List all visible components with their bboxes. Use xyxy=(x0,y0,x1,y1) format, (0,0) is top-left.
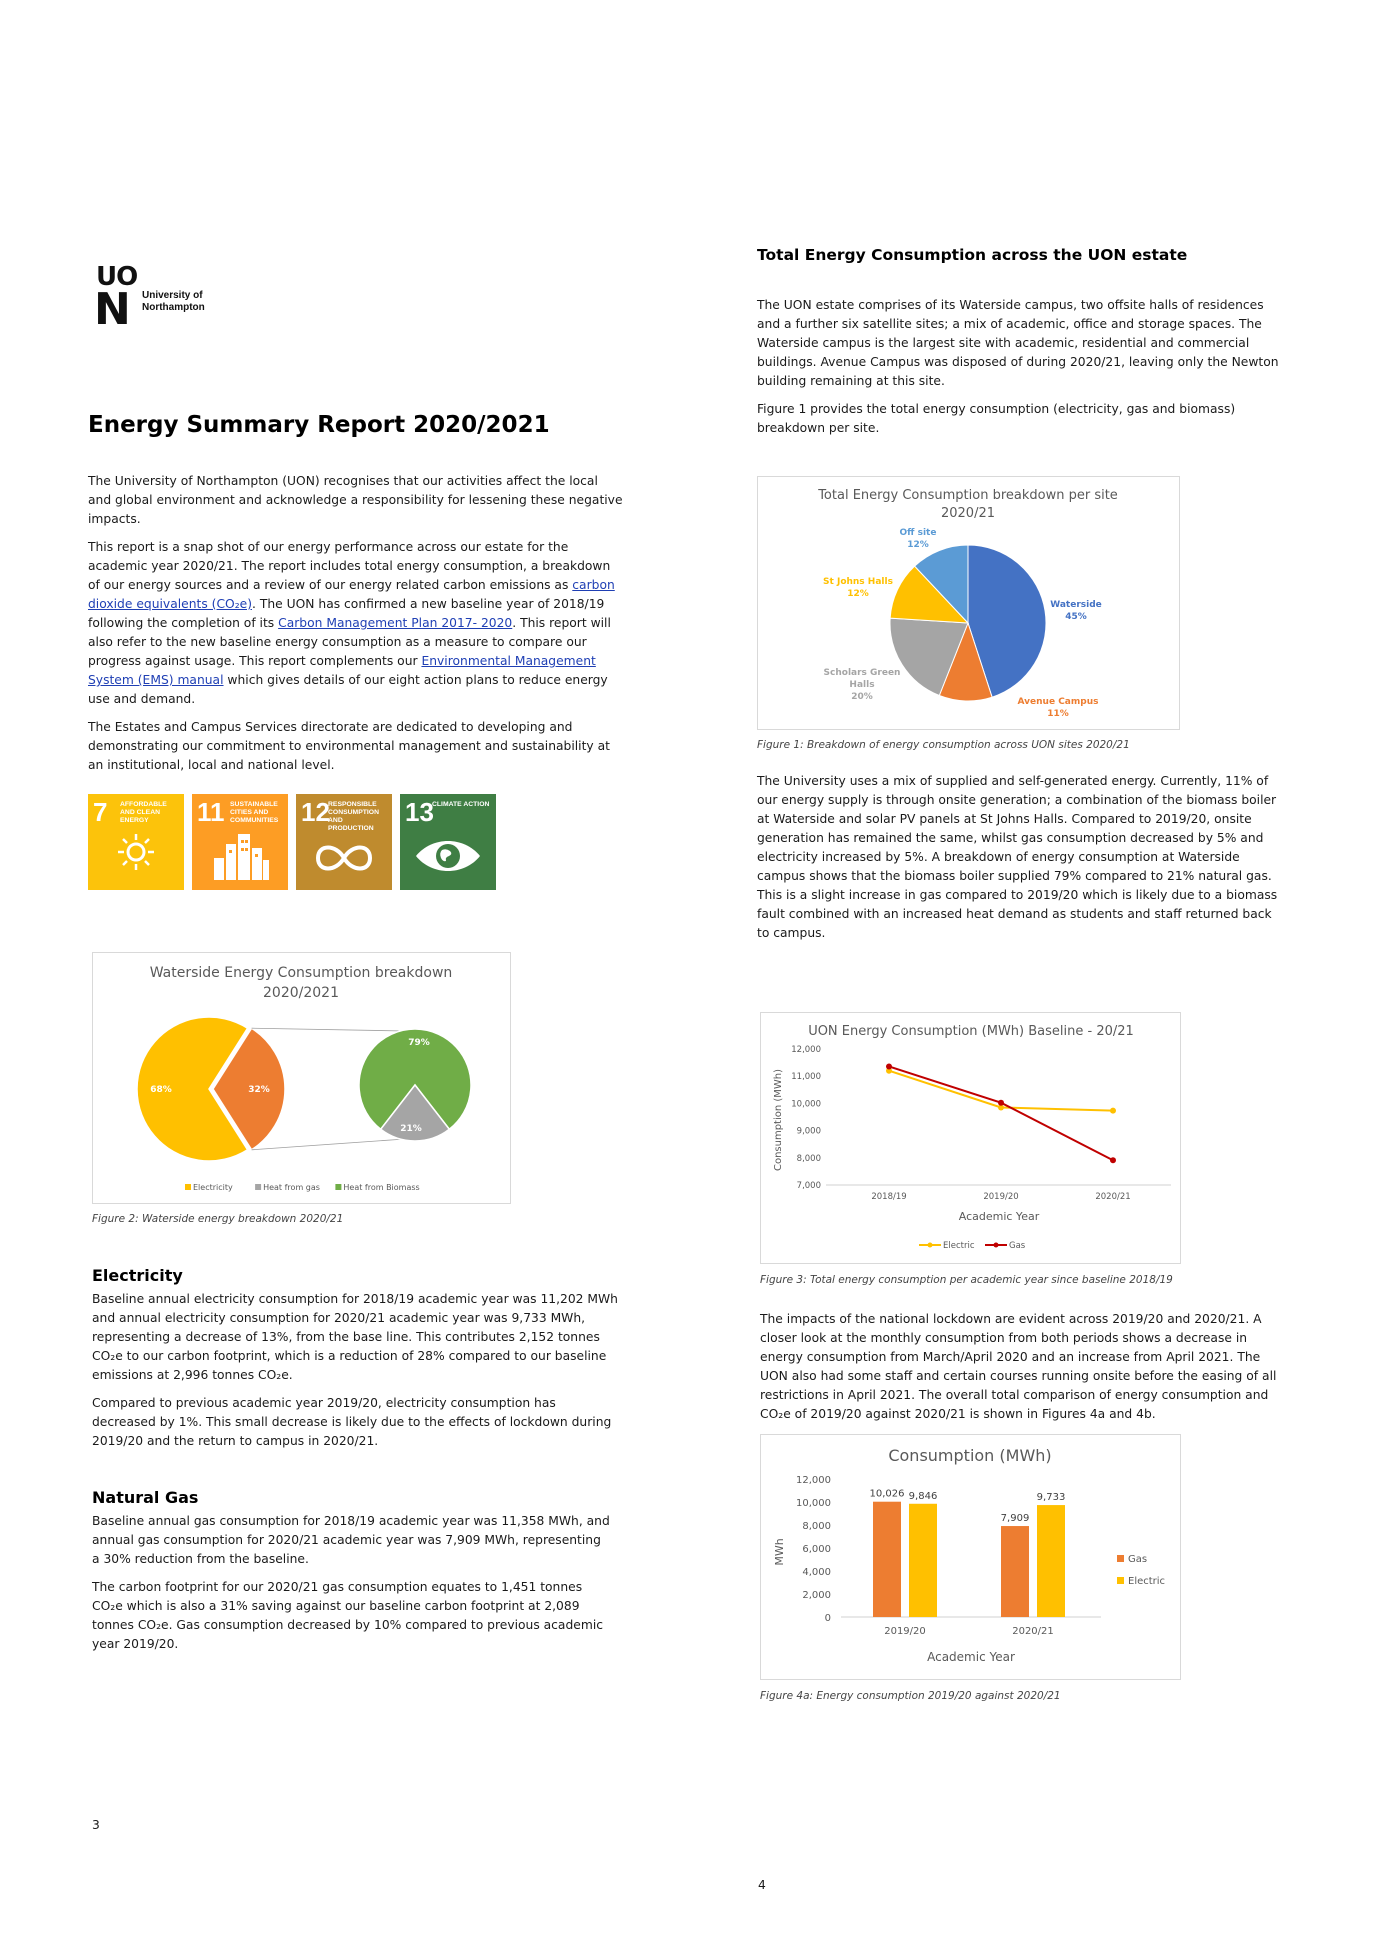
slice-label: Waterside xyxy=(1050,600,1102,610)
page-number-4: 4 xyxy=(758,1878,766,1892)
y-axis-label: Consumption (MWh) xyxy=(773,1068,784,1172)
y-axis-label: MWh xyxy=(773,1538,786,1566)
intro-text-b: . The UON has confirmed a new baseline year of 2018/19 following the completion of its xyxy=(88,597,605,630)
sdg-label: SUSTAINABLE CITIES AND COMMUNITIES xyxy=(230,801,279,824)
electricity-paragraph-1: Baseline annual electricity consumption for 2018/19 academic year was 11,202 MWh and annual electricity consumption for 2020/21 academic year was 9,733 MWh, representing a decrease of 13%, from the base line. This contributes 2,152 tonnes CO₂e to our carbon footprint, which is a reduction of 28% compared to our baseline emissions at 2,996 tonnes CO₂e. xyxy=(92,1292,618,1382)
university-logo xyxy=(94,262,236,335)
slice-value-label: 79% xyxy=(408,1038,430,1048)
y-tick-label: 4,000 xyxy=(802,1567,831,1578)
slice-value-label: 20% xyxy=(851,692,873,702)
report-title: Energy Summary Report 2020/2021 xyxy=(88,412,550,438)
y-tick-label: 8,000 xyxy=(796,1153,821,1164)
sdg-number: 13 xyxy=(405,797,434,827)
sdg-tile-12 xyxy=(296,794,392,890)
chart-title-line2: 2020/2021 xyxy=(263,985,339,1001)
estate-paragraph-2: Figure 1 provides the total energy consumption (electricity, gas and biomass) breakdown per site. xyxy=(757,402,1236,435)
consumption-line-chart xyxy=(760,1012,1181,1264)
carbon-management-plan-link[interactable]: Carbon Management Plan 2017- 2020 xyxy=(278,616,513,630)
chart-title: UON Energy Consumption (MWh) Baseline - 20/21 xyxy=(808,1024,1134,1039)
figure-4a-caption: Figure 4a: Energy consumption 2019/20 against 2020/21 xyxy=(760,1690,1061,1702)
y-tick-label: 6,000 xyxy=(802,1544,831,1555)
chart-legend xyxy=(1117,1554,1165,1587)
slice-label: Halls xyxy=(849,680,875,690)
electricity-paragraph-2: Compared to previous academic year 2019/20, electricity consumption has decreased by 1%. This small decrease is likely due to the effects of lockdown during 2019/20 and the return to campus in 2020/21. xyxy=(92,1396,612,1448)
consumption-bar-chart xyxy=(760,1434,1181,1680)
data-point xyxy=(1110,1157,1116,1163)
y-tick-label: 10,000 xyxy=(796,1498,831,1509)
intro-text-c: . This report will also refer to the new baseline energy consumption as a measure to compare our progress against usage. This report complements our xyxy=(88,616,611,668)
series-line xyxy=(889,1066,1113,1160)
estate-heading: Total Energy Consumption across the UON estate xyxy=(757,246,1188,264)
legend-swatch xyxy=(1117,1555,1124,1562)
sdg-number: 7 xyxy=(93,797,108,827)
chart-title-line1: Total Energy Consumption breakdown per site xyxy=(818,488,1118,503)
chart-legend xyxy=(185,1183,420,1192)
ems-manual-link[interactable]: Environmental Management System (EMS) manual xyxy=(88,654,596,687)
slice-label: Off site xyxy=(899,528,937,538)
waterside-breakdown-svg xyxy=(93,953,510,1203)
waterside-breakdown-chart xyxy=(92,952,511,1204)
logo-letter-bottom: N xyxy=(94,284,131,335)
sdg-number: 12 xyxy=(301,797,330,827)
slice-value-label: 32% xyxy=(248,1085,270,1095)
slice-value-label: 45% xyxy=(1065,612,1087,622)
x-tick-label: 2019/20 xyxy=(983,1192,1019,1202)
legend-swatch xyxy=(185,1184,191,1190)
x-axis-label: Academic Year xyxy=(927,1650,1015,1664)
x-tick-label: 2020/21 xyxy=(1012,1626,1054,1637)
slice-value-label: 12% xyxy=(907,540,929,550)
logo-name-line1: University of xyxy=(142,290,203,301)
intro-paragraph-2 xyxy=(88,538,623,709)
data-point xyxy=(886,1063,892,1069)
series-lines xyxy=(886,1063,1116,1163)
intro-section xyxy=(88,472,623,775)
electricity-heading: Electricity xyxy=(92,1266,183,1285)
legend-swatch xyxy=(255,1184,261,1190)
co2e-link[interactable]: carbon dioxide equivalents (CO₂e) xyxy=(88,578,615,611)
y-tick-label: 12,000 xyxy=(791,1045,821,1055)
y-tick-label: 2,000 xyxy=(802,1590,831,1601)
gas-paragraph-1: Baseline annual gas consumption for 2018/19 academic year was 11,358 MWh, and annual gas consumption for 2020/21 academic year was 7,909 MWh, representing a 30% reduction from the baseline. xyxy=(92,1514,610,1566)
bar xyxy=(873,1502,901,1617)
logo-name-line2: Northampton xyxy=(142,302,205,313)
y-tick-label: 0 xyxy=(824,1613,831,1624)
bar-value-label: 7,909 xyxy=(1000,1513,1030,1525)
slice-value-label: 12% xyxy=(847,589,869,599)
data-point xyxy=(1110,1108,1116,1114)
estate-section xyxy=(757,296,1287,438)
x-tick-label: 2019/20 xyxy=(884,1626,926,1637)
line-chart-svg xyxy=(761,1013,1180,1263)
eye-globe-icon xyxy=(414,836,482,876)
legend-swatch xyxy=(1117,1577,1124,1584)
page-number-3: 3 xyxy=(92,1818,100,1832)
legend-label: Electric xyxy=(1128,1576,1166,1587)
electricity-section xyxy=(92,1290,622,1451)
y-tick-label: 9,000 xyxy=(796,1126,821,1137)
infinity-icon xyxy=(314,842,374,874)
intro-paragraph-1: The University of Northampton (UON) recognises that our activities affect the local and global environment and acknowledge a responsibility for lessening these negative impacts. xyxy=(88,474,623,526)
sdg-tile-13 xyxy=(400,794,496,890)
bar-chart-svg xyxy=(761,1435,1180,1679)
bar xyxy=(909,1504,937,1617)
logo-letters-top: UO xyxy=(96,262,138,292)
site-breakdown-chart xyxy=(757,476,1180,730)
sdg-tile-11 xyxy=(192,794,288,890)
x-tick-label: 2020/21 xyxy=(1095,1192,1131,1202)
connector-line xyxy=(252,1139,405,1150)
lockdown-paragraph: The impacts of the national lockdown are evident across 2019/20 and 2020/21. A closer look at the monthly consumption from both periods shows a decrease in energy consumption from March/April 2020 and an increase from April 2021. The UON also had some staff and certain courses running onsite before the easing of all restrictions in April 2021. The overall total comparison of energy consumption and CO₂e of 2019/20 against 2020/21 is shown in Figures 4a and 4b. xyxy=(760,1312,1277,1421)
connector-line xyxy=(252,1028,405,1031)
y-axis xyxy=(791,1045,1171,1202)
main-pie xyxy=(137,1017,285,1161)
bar-value-label: 9,846 xyxy=(908,1490,938,1502)
legend-marker xyxy=(994,1243,999,1248)
bar-value-label: 10,026 xyxy=(869,1488,905,1500)
figure-1-caption: Figure 1: Breakdown of energy consumption across UON sites 2020/21 xyxy=(757,739,1130,751)
y-tick-label: 7,000 xyxy=(796,1181,821,1191)
gas-section xyxy=(92,1512,612,1654)
slice-label: St Johns Halls xyxy=(823,577,893,587)
legend-label: Heat from gas xyxy=(263,1183,320,1192)
legend-label: Electric xyxy=(943,1241,975,1251)
estate-paragraph-1: The UON estate comprises of its Waterside campus, two offsite halls of residences and a further six satellite sites; a mix of academic, office and storage spaces. The Waterside campus is the largest site with academic, residential and commercial buildings. Avenue Campus was disposed of during 2020/21, leaving only the Newton building remaining at this site. xyxy=(757,298,1279,388)
site-pie xyxy=(890,545,1046,701)
slice-value-label: 11% xyxy=(1047,709,1069,719)
chart-title-line1: Waterside Energy Consumption breakdown xyxy=(149,965,453,981)
bars xyxy=(870,1489,1066,1617)
sdg-number: 11 xyxy=(197,797,225,827)
intro-text-a: This report is a snap shot of our energy performance across our estate for the academic year 2020/21. The report includes total energy consumption, a breakdown of our energy sources and a review of our energy related carbon emissions as xyxy=(88,540,611,592)
sun-icon xyxy=(116,832,156,872)
figure-3-caption: Figure 3: Total energy consumption per academic year since baseline 2018/19 xyxy=(760,1274,1173,1286)
chart-legend xyxy=(919,1241,1026,1251)
bar xyxy=(1001,1526,1029,1617)
legend-marker xyxy=(928,1243,933,1248)
data-point xyxy=(998,1100,1004,1106)
sdg-label: AFFORDABLE AND CLEAN ENERGY xyxy=(120,801,167,824)
figure-2-caption: Figure 2: Waterside energy breakdown 2020/21 xyxy=(92,1213,344,1225)
chart-title-line2: 2020/21 xyxy=(940,506,996,521)
legend-label: Gas xyxy=(1009,1241,1026,1251)
legend-swatch xyxy=(335,1184,341,1190)
slice-label: Avenue Campus xyxy=(1017,697,1099,707)
y-tick-label: 12,000 xyxy=(796,1475,831,1486)
intro-text-d: which gives details of our eight action plans to reduce energy use and demand. xyxy=(88,673,608,706)
bar xyxy=(1037,1505,1065,1617)
intro-paragraph-3: The Estates and Campus Services directorate are dedicated to developing and demonstrating our commitment to environmental management and sustainability at an institutional, local and national level. xyxy=(88,720,610,772)
slice-value-label: 21% xyxy=(400,1124,422,1134)
sdg-tile-7 xyxy=(88,794,184,890)
y-tick-label: 8,000 xyxy=(802,1521,831,1532)
bar-value-label: 9,733 xyxy=(1036,1492,1066,1504)
site-breakdown-svg xyxy=(758,477,1179,729)
legend-label: Electricity xyxy=(193,1183,233,1192)
y-tick-label: 11,000 xyxy=(791,1072,821,1083)
city-icon xyxy=(212,830,270,880)
slice-value-label: 68% xyxy=(150,1085,172,1095)
chart-title: Consumption (MWh) xyxy=(888,1446,1052,1465)
sdg-label: CLIMATE ACTION xyxy=(432,801,490,808)
y-tick-label: 10,000 xyxy=(791,1099,821,1110)
x-tick-label: 2018/19 xyxy=(871,1192,907,1202)
slice-label: Scholars Green xyxy=(823,668,901,678)
sdg-label: RESPONSIBLE CONSUMPTION AND PRODUCTION xyxy=(328,801,379,832)
gas-heading: Natural Gas xyxy=(92,1488,199,1507)
legend-label: Gas xyxy=(1128,1554,1148,1565)
gas-paragraph-2: The carbon footprint for our 2020/21 gas consumption equates to 1,451 tonnes CO₂e which is also a 31% saving against our baseline carbon footprint at 2,089 tonnes CO₂e. Gas consumption decreased by 10% compared to previous academic year 2019/20. xyxy=(92,1580,603,1651)
legend-label: Heat from Biomass xyxy=(343,1183,420,1192)
x-axis-label: Academic Year xyxy=(958,1210,1040,1223)
energy-mix-paragraph: The University uses a mix of supplied and self-generated energy. Currently, 11% of our energy supply is through onsite generation; a combination of the biomass boiler at Waterside and solar PV panels at St Johns Halls. Compared to 2019/20, onsite generation has remained the same, whilst gas consumption decreased by 5% and electricity increased by 5%. A breakdown of energy consumption at Waterside campus shows that the biomass boiler supplied 79% compared to 21% natural gas. This is a slight increase in gas compared to 2019/20 which is likely due to a biomass fault combined with an increased heat demand as students and staff returned back to campus. xyxy=(757,774,1278,940)
